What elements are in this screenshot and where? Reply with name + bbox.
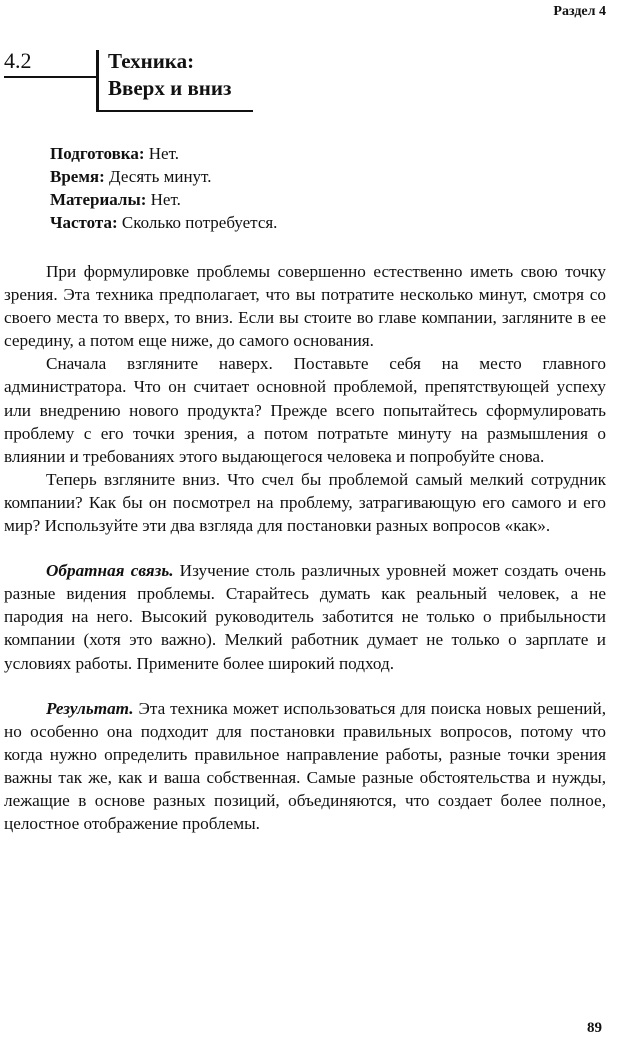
section-title-line1: Техника: <box>108 49 195 73</box>
meta-preparation-value: Нет. <box>144 144 179 163</box>
paragraph-2: Сначала взгляните наверх. Поставьте себя на место главного администратора. Что он считает основной проблемой, препятствующей успеху или внедрению нового продукта? Прежде всего попытайтесь сформулировать проблему с его точки зрения, а потом потратьте минуту на размышления о влиянии и требованиях этого выдающегося человека и попробуйте снова. <box>4 354 606 466</box>
meta-materials-label: Материалы: <box>50 190 147 209</box>
meta-preparation <box>50 142 590 165</box>
meta-time-label: Время: <box>50 167 105 186</box>
meta-frequency <box>50 211 590 234</box>
result-label: Результат. <box>46 698 134 718</box>
page-number: 89 <box>587 1020 602 1036</box>
paragraph-result <box>4 697 606 836</box>
meta-preparation-label: Подготовка: <box>50 144 145 163</box>
meta-time-value: Десять минут. <box>104 167 212 186</box>
feedback-text: Изучение столь различных уровней может создать очень разные видения проблемы. Старайтесь думать как реальный человек, а не пародия на него. Высокий руководитель заботится не только о прибыльности компании (хотя это важно). Мелкий работник думает не только о зарплате и условиях работы. Примените более широкий подход. <box>4 561 607 673</box>
body-text <box>4 260 606 835</box>
section-title-line2: Вверх и вниз <box>108 76 232 100</box>
paragraph-1: При формулировке проблемы совершенно естественно иметь свою точку зрения. Эта техника предполагает, что вы потратите несколько минут, смотря со своего места то вверх, то вниз. Если вы стоите во главе компании, загляните в ее середину, а потом еще ниже, до самого основания. <box>4 262 606 351</box>
heading-rule-vertical <box>96 50 99 112</box>
meta-frequency-label: Частота: <box>50 213 118 232</box>
meta-materials <box>50 188 590 211</box>
result-text: Эта техника может использоваться для поиска новых решений, но особенно она подходит для постановки правильных вопросов, потому что когда нужно определить правильное направление работы, разные точки зрения важны так же, как и ваша собственная. Самые разные обстоятельства и нужды, лежащие в основе разных позиций, объединяются, что создает более полное, целостное отображение проблемы. <box>4 698 606 834</box>
meta-time <box>50 165 590 188</box>
meta-frequency-value: Сколько потребуется. <box>117 213 278 232</box>
section-title <box>108 48 231 102</box>
feedback-label: Обратная связь. <box>46 561 174 581</box>
section-number: 4.2 <box>4 48 32 73</box>
paragraph-3: Теперь взгляните вниз. Что счел бы проблемой самый мелкий сотрудник компании? Как бы он посмотрел на проблему, затрагивающую его самого и его мир? Используйте эти два взгляда для постановки разных вопросов «как». <box>4 469 606 536</box>
heading-rule-bottom <box>96 110 253 112</box>
paragraph-feedback <box>4 559 606 674</box>
running-head: Раздел 4 <box>553 4 606 19</box>
section-heading <box>4 48 304 120</box>
meta-materials-value: Нет. <box>146 190 181 209</box>
technique-meta <box>50 142 590 234</box>
heading-rule-horizontal <box>4 76 96 78</box>
